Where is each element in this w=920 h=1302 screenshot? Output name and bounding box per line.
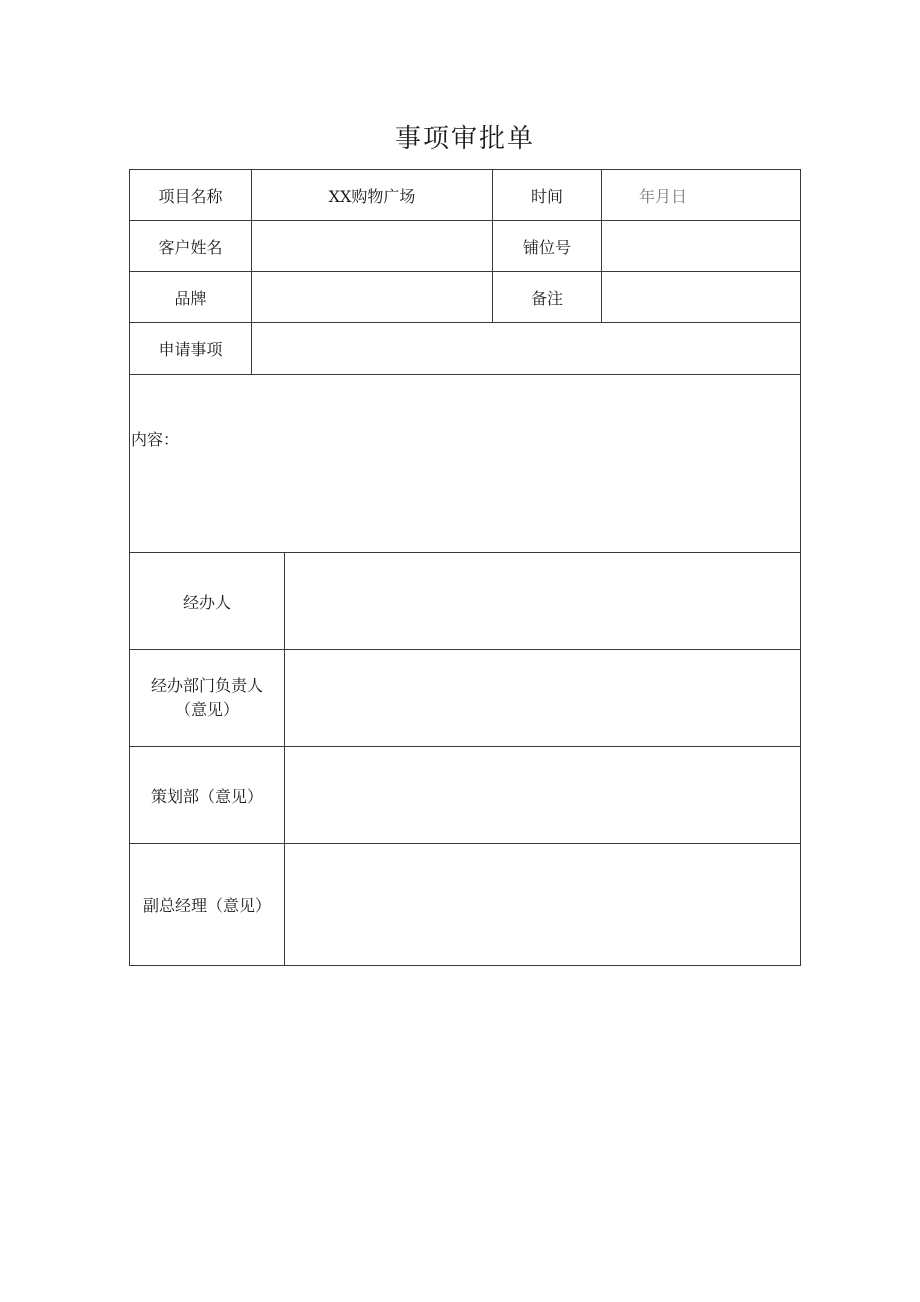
brand-field[interactable]	[252, 272, 493, 323]
content-field[interactable]	[130, 375, 801, 553]
handler-label: 经办人	[130, 553, 285, 650]
time-label: 时间	[493, 170, 602, 221]
planning-field[interactable]	[285, 747, 801, 844]
shop-number-field[interactable]	[602, 221, 801, 272]
row-handler	[130, 553, 801, 650]
customer-name-label: 客户姓名	[130, 221, 252, 272]
row-brand	[130, 272, 801, 323]
document-title: 事项审批单	[394, 124, 535, 154]
dept-head-label	[130, 650, 285, 747]
row-project	[130, 170, 801, 221]
row-deputy-gm	[130, 844, 801, 966]
customer-name-field[interactable]	[252, 221, 493, 272]
dept-head-label-line2: （意见）	[174, 700, 239, 719]
brand-label: 品牌	[130, 272, 252, 323]
deputy-gm-label: 副总经理（意见）	[130, 844, 285, 966]
application-field[interactable]	[252, 323, 801, 375]
dept-head-field[interactable]	[285, 650, 801, 747]
deputy-gm-field[interactable]	[285, 844, 801, 966]
remark-label: 备注	[493, 272, 602, 323]
dept-head-label-line1: 经办部门负责人	[150, 676, 263, 695]
content-label: 内容：	[131, 430, 180, 449]
planning-label: 策划部（意见）	[130, 747, 285, 844]
project-name-label: 项目名称	[130, 170, 252, 221]
application-label: 申请事项	[130, 323, 252, 375]
project-name-field[interactable]: XX购物广场	[252, 170, 493, 221]
row-dept-head	[130, 650, 801, 747]
row-application	[130, 323, 801, 375]
row-customer	[130, 221, 801, 272]
row-planning	[130, 747, 801, 844]
approval-form-table	[129, 169, 801, 966]
time-field[interactable]: 年月日	[602, 170, 801, 221]
remark-field[interactable]	[602, 272, 801, 323]
row-content	[130, 375, 801, 553]
shop-number-label: 铺位号	[493, 221, 602, 272]
handler-field[interactable]	[285, 553, 801, 650]
